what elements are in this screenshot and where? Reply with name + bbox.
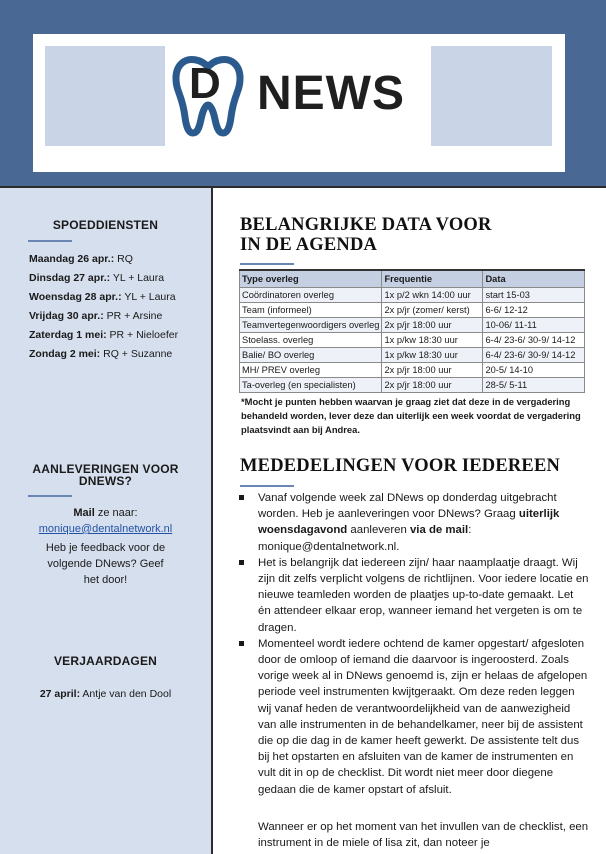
column-header: Data [483, 270, 585, 287]
dnews-logo [165, 46, 431, 146]
spoeddiensten-section [0, 218, 211, 242]
bullet-icon [239, 495, 244, 500]
section-divider [28, 240, 72, 242]
table-row: Teamvertegenwoordigers overleg 2x p/jr 18:00 uur 10-06/ 11-11 [240, 317, 585, 332]
list-item: Het is belangrijk dat iedereen zijn/ haar naamplaatje draagt. Wij zijn dit zelfs verplicht volgens de richtlijnen. Voor iedere locatie en nieuwe teamleden worden de plaatjes up-to-date gemaakt. Let én attendeer elkaar erop, wanneer iemand het vergeten is om te dragen. [237, 555, 589, 636]
verjaardagen-title: VERJAARDAGEN [53, 654, 158, 668]
heading-divider [240, 263, 294, 265]
section-divider [28, 495, 72, 497]
logo-word: NEWS [257, 67, 405, 120]
table-row: Coördinatoren overleg 1x p/2 wkn 14:00 uur start 15-03 [240, 287, 585, 302]
table-header-row [240, 270, 585, 287]
aanleveringen-title: AANLEVERINGEN VOOR DNEWS? [32, 462, 179, 488]
verjaardagen-section [0, 654, 211, 702]
list-item: Zaterdag 1 mei: PR + Nieloefer [29, 329, 179, 341]
bullet-icon [239, 560, 244, 565]
agenda-table [239, 269, 585, 393]
email-link[interactable]: monique@dentalnetwork.nl [38, 523, 173, 535]
list-item: Woensdag 28 apr.: YL + Laura [29, 291, 176, 303]
column-header: Frequentie [382, 270, 483, 287]
mail-instruction: Mail ze naar: [73, 507, 138, 519]
aanleveringen-section [0, 463, 211, 588]
list-item: Dinsdag 27 apr.: YL + Laura [29, 272, 165, 284]
bullet-icon [239, 641, 244, 646]
sidebar [0, 188, 213, 854]
main-content [215, 188, 606, 854]
table-row: Ta-overleg (en specialisten) 2x p/jr 18:00 uur 28-5/ 5-11 [240, 377, 585, 392]
table-row: Team (informeel) 2x p/jr (zomer/ kerst) 6-6/ 12-12 [240, 302, 585, 317]
spoeddiensten-list [29, 250, 209, 364]
mededelingen-list [237, 490, 589, 798]
list-item: Zondag 2 mei: RQ + Suzanne [29, 348, 173, 360]
table-row: MH/ PREV overleg 2x p/jr 18:00 uur 20-5/ 14-10 [240, 362, 585, 377]
list-item: Vrijdag 30 apr.: PR + Arsine [29, 310, 163, 322]
list-item: Vanaf volgende week zal DNews op donderdag uitgebracht worden. Heb je aanleveringen voor DNews? Graag uiterlijk woensdagavond aanleveren via de mail: monique@dentalnetwork.nl. [237, 490, 589, 555]
heading-divider [240, 485, 294, 487]
agenda-note: *Mocht je punten hebben waarvan je graag ziet dat deze in de vergadering behandeld worden, lever deze dan uiterlijk een week voordat de vergadering plaatsvindt aan bij Andrea. [241, 396, 581, 435]
masthead [0, 0, 606, 188]
birthday-item: 27 april: Antje van den Dool [39, 688, 172, 700]
logo-banner [45, 46, 552, 146]
agenda-heading: BELANGRIJKE DATA VOOR IN DE AGENDA [240, 215, 580, 265]
spoeddiensten-title: SPOEDDIENSTEN [52, 218, 159, 232]
body-paragraph: Wanneer er op het moment van het invullen van de checklist, een instrument in de miele of lisa zit, dan noteer je [258, 821, 589, 850]
column-header: Type overleg [240, 270, 382, 287]
mededelingen-heading: MEDEDELINGEN VOOR IEDEREEN [240, 456, 590, 487]
table-row: Stoelass. overleg 1x p/kw 18:30 uur 6-4/ 23-6/ 30-9/ 14-12 [240, 332, 585, 347]
list-item: Momenteel wordt iedere ochtend de kamer opgestart/ afgesloten door de omloop of iemand die daarvoor is ingeroosterd. Zoals vorige week al in DNews genoemd is, zijn er helaas de afgelopen periode veel instrumenten kwijtgeraakt. Om deze reden leggen wij vanaf heden de verantwoordelijkheid van de aanwezigheid van alle instrumenten in de behandelkamer, neer bij de assistent die op die dag in de kamer heeft gewerkt. De assistente telt dus bij het opstarten en afsluiten van de kamer de instrumenten en vult dit in op de checklist. Dit wordt niet meer door diegene gedaan die de kamer opstart of afsluit. [237, 636, 589, 798]
feedback-text: Heb je feedback voor de volgende DNews? Geef het door! [45, 542, 166, 586]
table-row: Balie/ BO overleg 1x p/kw 18:30 uur 6-4/ 23-6/ 30-9/ 14-12 [240, 347, 585, 362]
list-item: Maandag 26 apr.: RQ [29, 253, 133, 265]
logo-letter: D [189, 59, 221, 108]
